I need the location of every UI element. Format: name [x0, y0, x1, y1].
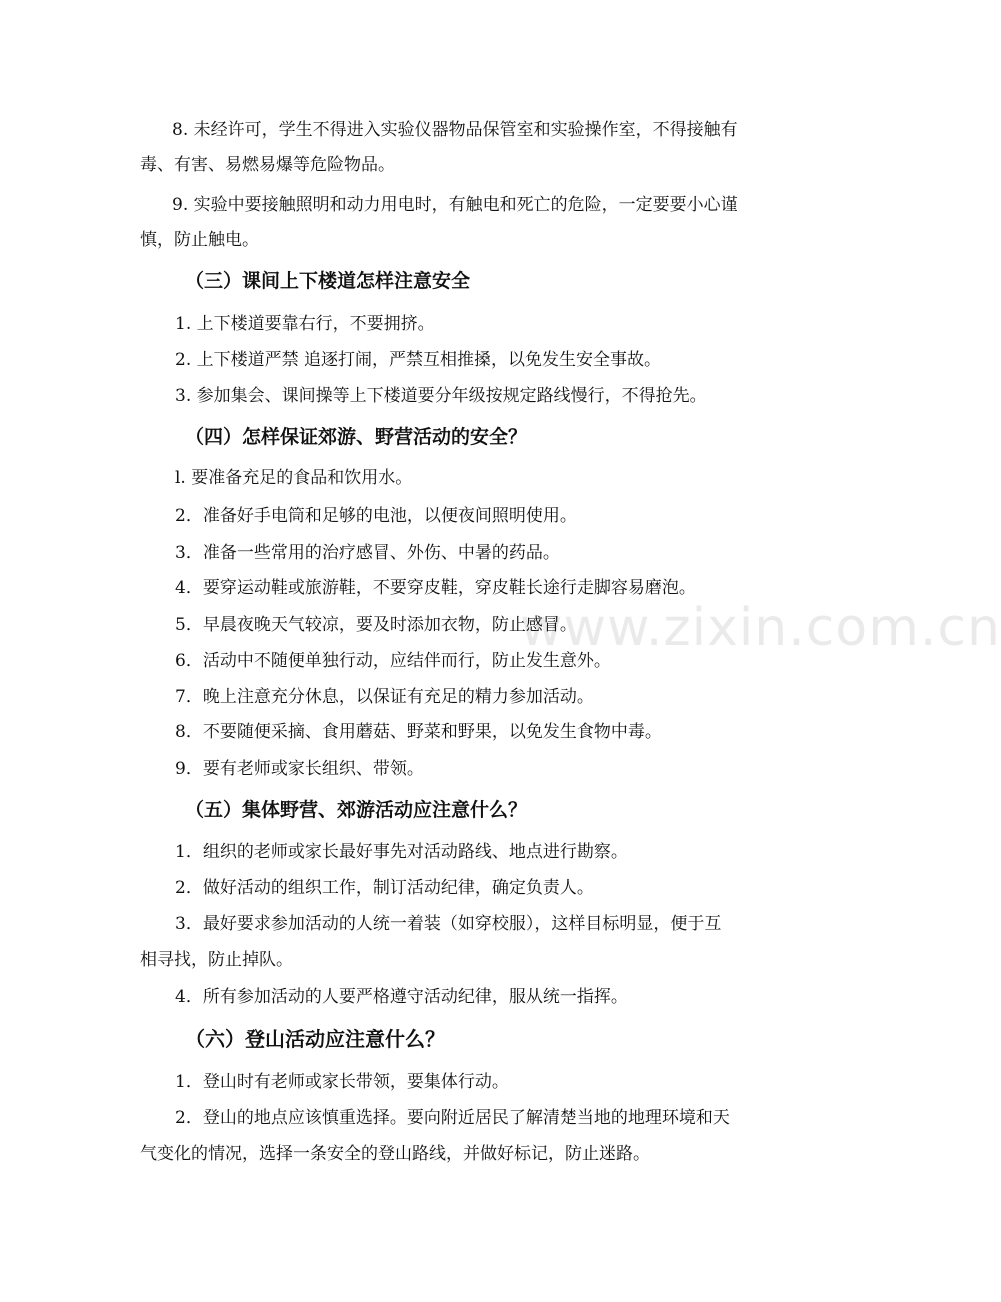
list-item: 相寻找，防止掉队。 [140, 950, 293, 970]
list-item: 7．晚上注意充分休息，以保证有充足的精力参加活动。 [175, 687, 594, 707]
list-item: 1．组织的老师或家长最好事先对活动路线、地点进行勘察。 [175, 842, 628, 862]
section-heading: （五）集体野营、郊游活动应注意什么？ [185, 799, 528, 821]
list-item: 2．登山的地点应该慎重选择。要向附近居民了解清楚当地的地理环境和天 [175, 1108, 730, 1128]
list-item: 5．早晨夜晚天气较凉，要及时添加衣物，防止感冒。 [175, 615, 577, 635]
list-item: 2. 上下楼道严禁 追逐打闹，严禁互相推搡，以免发生安全事故。 [175, 350, 662, 370]
list-item: 气变化的情况，选择一条安全的登山路线，并做好标记，防止迷路。 [140, 1144, 650, 1164]
list-item: 8．不要随便采摘、食用蘑菇、野菜和野果，以免发生食物中毒。 [175, 722, 662, 742]
list-item: 2．做好活动的组织工作，制订活动纪律，确定负责人。 [175, 878, 594, 898]
list-item: 9．要有老师或家长组织、带领。 [175, 759, 424, 779]
paragraph-line: 慎，防止触电。 [140, 230, 259, 250]
paragraph-line: 8. 未经许可，学生不得进入实验仪器物品保管室和实验操作室，不得接触有 [172, 120, 738, 140]
list-item: l. 要准备充足的食品和饮用水。 [175, 468, 413, 488]
section-heading: （四）怎样保证郊游、野营活动的安全？ [185, 426, 528, 448]
list-item: 3. 参加集会、课间操等上下楼道要分年级按规定路线慢行，不得抢先。 [175, 386, 707, 406]
list-item: 4．要穿运动鞋或旅游鞋，不要穿皮鞋，穿皮鞋长途行走脚容易磨泡。 [175, 578, 696, 598]
list-item: 1. 上下楼道要靠右行，不要拥挤。 [175, 314, 435, 334]
paragraph-line: 毒、有害、易燃易爆等危险物品。 [140, 155, 395, 175]
list-item: 6．活动中不随便单独行动，应结伴而行，防止发生意外。 [175, 651, 611, 671]
paragraph-line: 9. 实验中要接触照明和动力用电时，有触电和死亡的危险，一定要要小心谨 [172, 195, 738, 215]
section-heading: （六）登山活动应注意什么？ [185, 1027, 445, 1051]
watermark: www.zixin.com.cn [520, 598, 1001, 658]
section-heading: （三）课间上下楼道怎样注意安全 [185, 270, 471, 292]
list-item: 3．准备一些常用的治疗感冒、外伤、中暑的药品。 [175, 543, 560, 563]
list-item: 2．准备好手电筒和足够的电池，以便夜间照明使用。 [175, 506, 577, 526]
list-item: 4．所有参加活动的人要严格遵守活动纪律，服从统一指挥。 [175, 987, 628, 1007]
list-item: 1．登山时有老师或家长带领，要集体行动。 [175, 1072, 509, 1092]
list-item: 3．最好要求参加活动的人统一着装（如穿校服），这样目标明显，便于互 [175, 914, 722, 934]
